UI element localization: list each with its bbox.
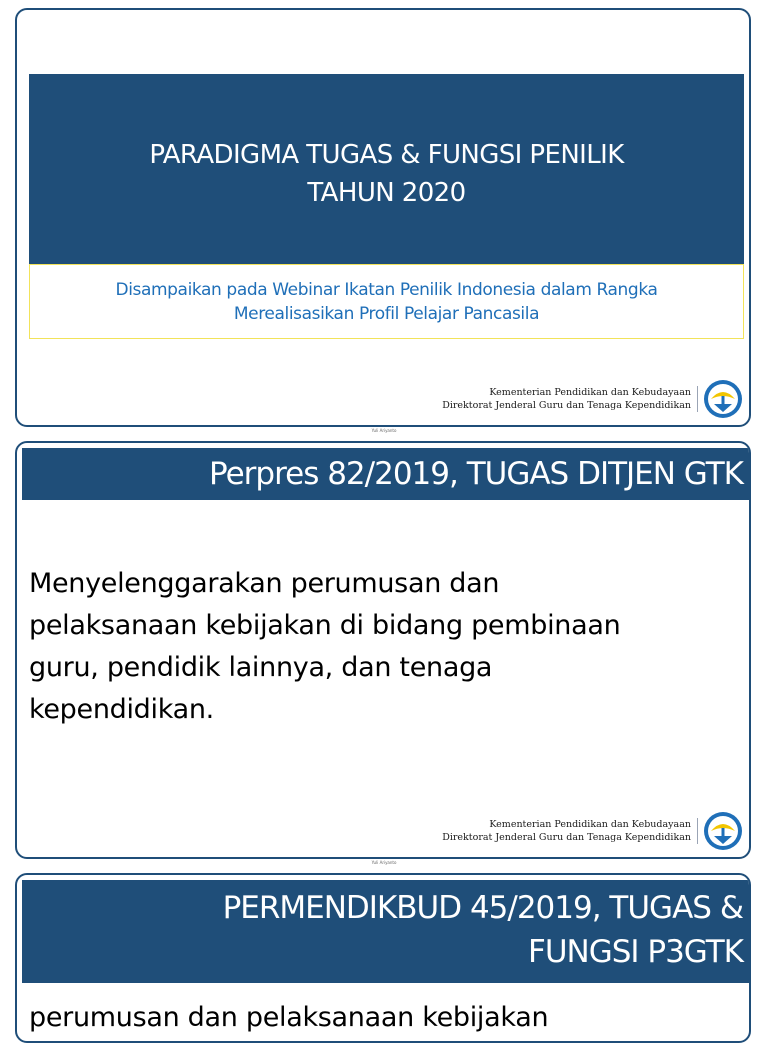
footer-line-2: Direktorat Jenderal Guru dan Tenaga Kependidikan xyxy=(442,832,691,843)
slide-banner xyxy=(22,880,749,983)
subtitle-box xyxy=(29,264,744,339)
slide-caption: Yuli Ariyanto xyxy=(371,860,397,865)
slide-footer xyxy=(442,379,743,419)
subtitle-line-2: Merealisasikan Profil Pelajar Pancasila xyxy=(233,303,540,324)
tut-wuri-handayani-logo-icon xyxy=(703,811,743,851)
slide-title xyxy=(15,8,751,427)
subtitle-text xyxy=(116,278,658,326)
slide-body-text xyxy=(29,563,739,731)
slide-body-text xyxy=(29,997,739,1039)
subtitle-line-1: Disampaikan pada Webinar Ikatan Penilik Indonesia dalam Rangka xyxy=(115,279,658,300)
footer-line-1: Kementerian Pendidikan dan Kebudayaan xyxy=(489,387,691,398)
slide-caption: Yuli Ariyanto xyxy=(371,428,397,433)
footer-text xyxy=(442,386,698,412)
slide-permendikbud xyxy=(15,873,751,1043)
slide-title-text xyxy=(149,136,623,212)
body-line-2: pelaksanaan kebijakan di bidang pembinaan xyxy=(29,610,621,641)
body-line-1: perumusan dan pelaksanaan kebijakan xyxy=(29,1002,549,1033)
body-line-4: kependidikan. xyxy=(29,694,214,725)
title-line-1: PARADIGMA TUGAS & FUNGSI PENILIK xyxy=(149,140,624,170)
slide-footer xyxy=(442,811,743,851)
slide-banner: Perpres 82/2019, TUGAS DITJEN GTK xyxy=(22,448,749,500)
banner-line-2: FUNGSI P3GTK xyxy=(527,934,743,970)
tut-wuri-handayani-logo-icon xyxy=(703,379,743,419)
title-line-2: TAHUN 2020 xyxy=(307,178,466,208)
slide-perpres xyxy=(15,441,751,859)
footer-line-1: Kementerian Pendidikan dan Kebudayaan xyxy=(489,819,691,830)
footer-line-2: Direktorat Jenderal Guru dan Tenaga Kependidikan xyxy=(442,400,691,411)
body-line-1: Menyelenggarakan perumusan dan xyxy=(29,568,500,599)
footer-text xyxy=(442,818,698,844)
body-line-3: guru, pendidik lainnya, dan tenaga xyxy=(29,652,493,683)
banner-line-1: PERMENDIKBUD 45/2019, TUGAS & xyxy=(222,890,743,926)
title-box xyxy=(29,74,744,264)
